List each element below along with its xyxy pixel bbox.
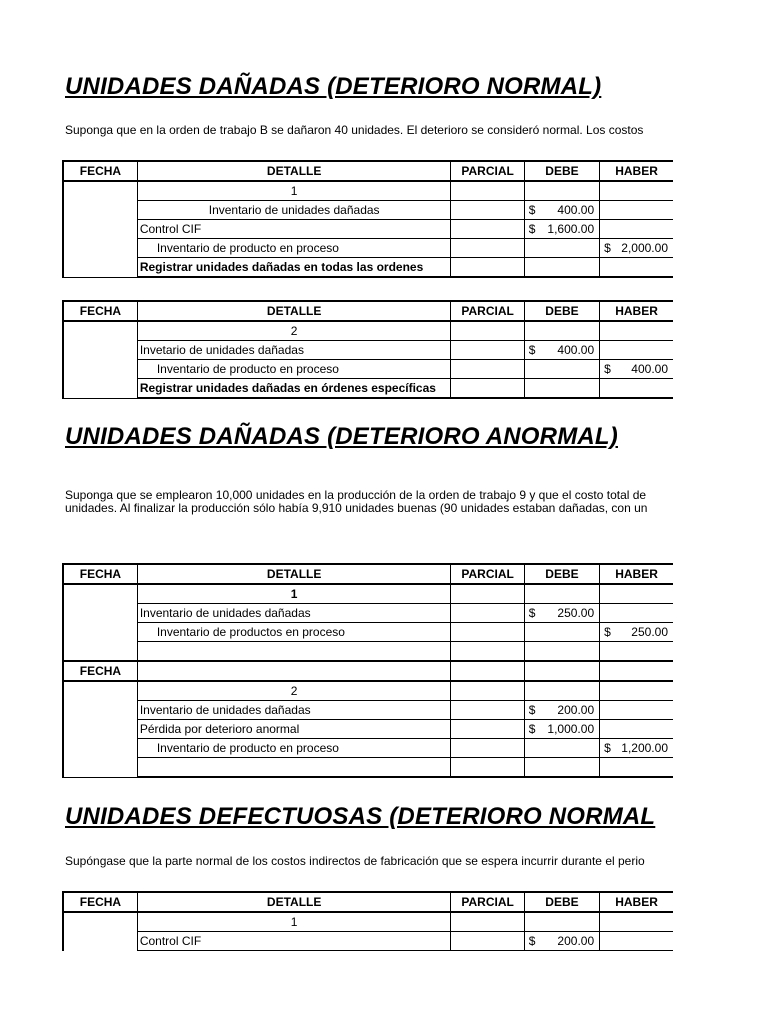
table-row <box>63 932 673 951</box>
header-fecha: FECHA <box>63 564 137 584</box>
section-text-abnormal-damage-2: unidades. Al finalizar la producción sólo había 9,910 unidades buenas (90 unidades estaban dañadas, con un <box>65 502 648 515</box>
journal-table-2 <box>62 300 673 399</box>
table-row <box>63 642 673 662</box>
entry-number: 1 <box>137 584 451 604</box>
header-haber: HABER <box>600 301 673 321</box>
table-row <box>63 220 673 239</box>
section-text-normal-damage: Suponga que en la orden de trabajo B se dañaron 40 unidades. El deterioro se consideró normal. Los costos <box>65 124 644 137</box>
entry-number: 2 <box>137 321 451 341</box>
table-row <box>63 181 673 201</box>
fecha-cell <box>63 681 137 777</box>
table-row <box>63 720 673 739</box>
currency-sign: $ <box>528 606 536 620</box>
header-fecha: FECHA <box>63 301 137 321</box>
account-name: Inventario de producto en proceso <box>137 739 451 758</box>
haber-amount: $ 1,200.00 <box>600 739 673 758</box>
currency-sign: $ <box>604 741 611 755</box>
table-row <box>63 701 673 720</box>
entry-note: Registrar unidades dañadas en órdenes específicas <box>137 379 451 399</box>
account-name: Inventario de producto en proceso <box>137 360 451 379</box>
debe-amount: $ 400.00 <box>524 341 599 360</box>
table-row <box>63 201 673 220</box>
table-row <box>63 379 673 399</box>
table-row <box>63 258 673 278</box>
header-haber: HABER <box>600 564 673 584</box>
header-parcial: PARCIAL <box>451 301 524 321</box>
header-debe: DEBE <box>524 301 599 321</box>
table-row <box>63 623 673 642</box>
entry-number: 1 <box>137 912 451 932</box>
header-detalle: DETALLE <box>137 161 451 181</box>
header-fecha: FECHA <box>63 161 137 181</box>
table-row <box>63 321 673 341</box>
currency-sign: $ <box>604 241 611 255</box>
header-parcial: PARCIAL <box>451 564 524 584</box>
currency-sign: $ <box>528 934 536 948</box>
table-row <box>63 912 673 932</box>
fecha-cell <box>63 912 137 951</box>
account-name: Inventario de unidades dañadas <box>137 201 451 220</box>
table-header-row <box>63 161 673 181</box>
header-detalle: DETALLE <box>137 564 451 584</box>
currency-sign: $ <box>604 362 611 376</box>
debe-amount: $ 200.00 <box>524 701 599 720</box>
table-row <box>63 341 673 360</box>
section-text-defective-units: Supóngase que la parte normal de los costos indirectos de fabricación que se espera incurrir durante el perio <box>65 855 645 868</box>
entry-note: Registrar unidades dañadas en todas las ordenes <box>137 258 451 278</box>
account-name: Inventario de producto en proceso <box>137 239 451 258</box>
table-header-row <box>63 564 673 584</box>
table-row <box>63 360 673 379</box>
table-row <box>63 739 673 758</box>
header-fecha: FECHA <box>63 661 137 681</box>
debe-amount: $ 400.00 <box>524 201 599 220</box>
journal-table-3 <box>62 563 673 778</box>
header-parcial: PARCIAL <box>451 892 524 912</box>
table-row <box>63 758 673 778</box>
table-row <box>63 239 673 258</box>
fecha-cell <box>63 321 137 398</box>
header-debe: DEBE <box>524 564 599 584</box>
account-name: Inventario de unidades dañadas <box>137 604 451 623</box>
header-detalle: DETALLE <box>137 892 451 912</box>
currency-sign: $ <box>604 625 611 639</box>
account-name: Control CIF <box>137 932 451 951</box>
table-row <box>63 604 673 623</box>
section-title-normal-damage: UNIDADES DAÑADAS (DETERIORO NORMAL) <box>65 73 602 100</box>
debe-amount: $ 1,600.00 <box>524 220 599 239</box>
section-title-defective-units: UNIDADES DEFECTUOSAS (DETERIORO NORMAL <box>65 803 656 830</box>
section-title-abnormal-damage: UNIDADES DAÑADAS (DETERIORO ANORMAL) <box>65 423 618 450</box>
fecha-cell <box>63 584 137 661</box>
currency-sign: $ <box>528 722 536 736</box>
header-fecha: FECHA <box>63 892 137 912</box>
header-detalle: DETALLE <box>137 301 451 321</box>
haber-amount: $ 2,000.00 <box>600 239 673 258</box>
debe-amount: $ 1,000.00 <box>524 720 599 739</box>
debe-amount: $ 200.00 <box>524 932 599 951</box>
haber-amount: $ 400.00 <box>600 360 673 379</box>
currency-sign: $ <box>528 703 536 717</box>
account-name: Pérdida por deterioro anormal <box>137 720 451 739</box>
header-haber: HABER <box>600 161 673 181</box>
haber-amount: $ 250.00 <box>600 623 673 642</box>
account-name: Inventario de unidades dañadas <box>137 701 451 720</box>
account-name: Control CIF <box>137 220 451 239</box>
table-header-row <box>63 661 673 681</box>
entry-number: 2 <box>137 681 451 701</box>
account-name: Inventario de productos en proceso <box>137 623 451 642</box>
header-haber: HABER <box>600 892 673 912</box>
journal-table-1 <box>62 160 673 278</box>
fecha-cell <box>63 181 137 277</box>
section-text-abnormal-damage-1: Suponga que se emplearon 10,000 unidades en la producción de la orden de trabajo 9 y que el costo total de <box>65 489 647 502</box>
debe-amount: $ 250.00 <box>524 604 599 623</box>
entry-number: 1 <box>137 181 451 201</box>
header-debe: DEBE <box>524 161 599 181</box>
table-row <box>63 681 673 701</box>
table-row <box>63 584 673 604</box>
table-header-row <box>63 301 673 321</box>
header-parcial: PARCIAL <box>451 161 524 181</box>
journal-table-4 <box>62 891 673 951</box>
currency-sign: $ <box>528 203 536 217</box>
currency-sign: $ <box>528 222 536 236</box>
currency-sign: $ <box>528 343 536 357</box>
table-header-row <box>63 892 673 912</box>
header-debe: DEBE <box>524 892 599 912</box>
account-name: Invetario de unidades dañadas <box>137 341 451 360</box>
